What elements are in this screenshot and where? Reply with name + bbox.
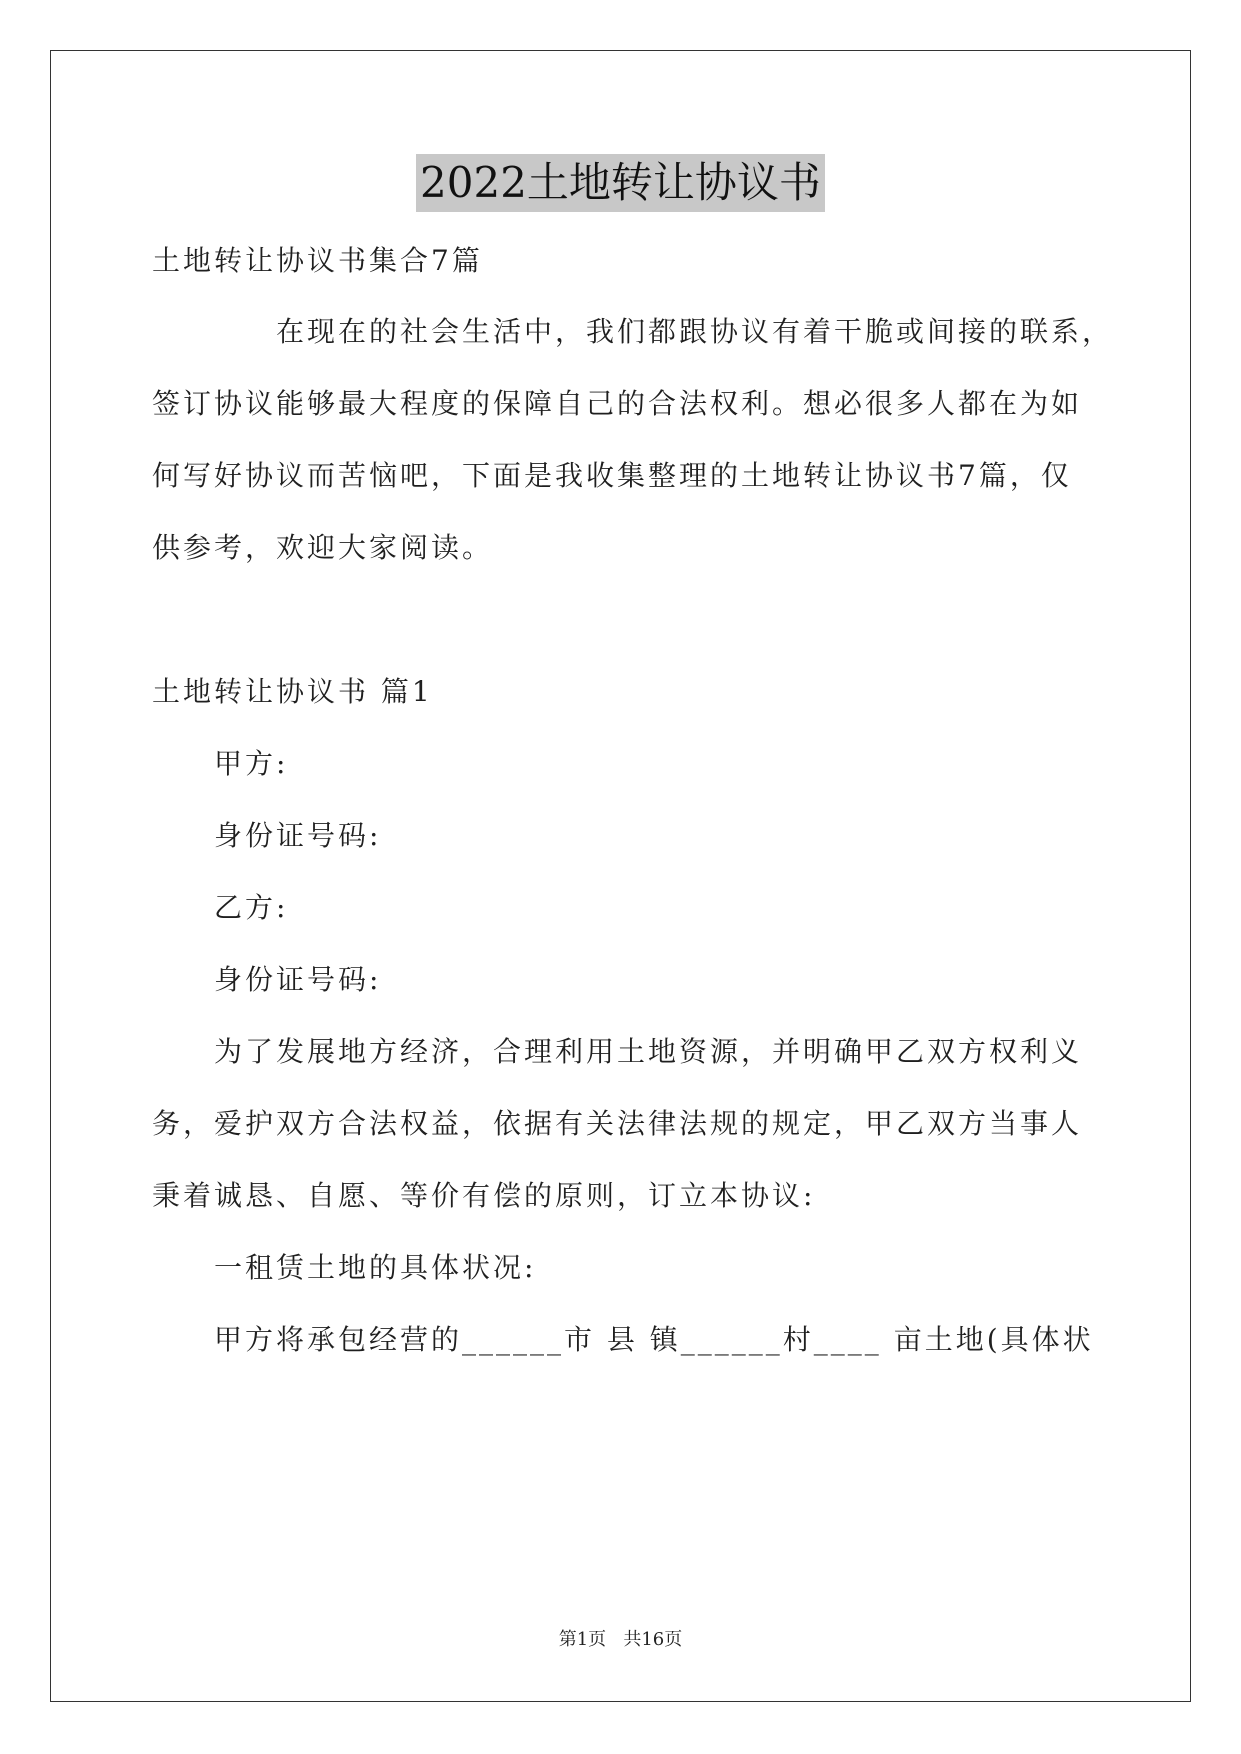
clause1-text: 甲方将承包经营的______市 县 镇______村____ 亩土地(具体状 bbox=[214, 1323, 1094, 1356]
page-footer bbox=[0, 1628, 1241, 1652]
intro-line-4: 供参考，欢迎大家阅读。 bbox=[152, 531, 494, 564]
title-wrap bbox=[0, 154, 1241, 212]
clause1-heading: 一租赁土地的具体状况: bbox=[214, 1251, 537, 1284]
page-border bbox=[50, 50, 1191, 1702]
purpose-line-2: 务，爱护双方合法权益，依据有关法律法规的规定，甲乙双方当事人 bbox=[152, 1107, 1083, 1140]
section-heading: 土地转让协议书 篇1 bbox=[152, 675, 433, 708]
party-b-id-label: 身份证号码: bbox=[214, 963, 382, 996]
party-a-id-label: 身份证号码: bbox=[214, 819, 382, 852]
intro-line-1: 在现在的社会生活中，我们都跟协议有着干脆或间接的联系， bbox=[276, 315, 1114, 348]
page-number: 第1页 共16页 bbox=[558, 1629, 683, 1650]
party-b-label: 乙方: bbox=[214, 891, 289, 924]
intro-line-3: 何写好协议而苦恼吧，下面是我收集整理的土地转让协议书7篇，仅 bbox=[152, 459, 1072, 492]
purpose-line-3: 秉着诚恳、自愿、等价有偿的原则，订立本协议: bbox=[152, 1179, 816, 1212]
purpose-line-1: 为了发展地方经济，合理利用土地资源，并明确甲乙双方权利义 bbox=[214, 1035, 1083, 1068]
document-title: 2022土地转让协议书 bbox=[416, 154, 825, 212]
intro-line-2: 签订协议能够最大程度的保障自己的合法权利。想必很多人都在为如 bbox=[152, 387, 1083, 420]
party-a-label: 甲方: bbox=[214, 747, 289, 780]
document-subtitle: 土地转让协议书集合7篇 bbox=[152, 244, 483, 277]
